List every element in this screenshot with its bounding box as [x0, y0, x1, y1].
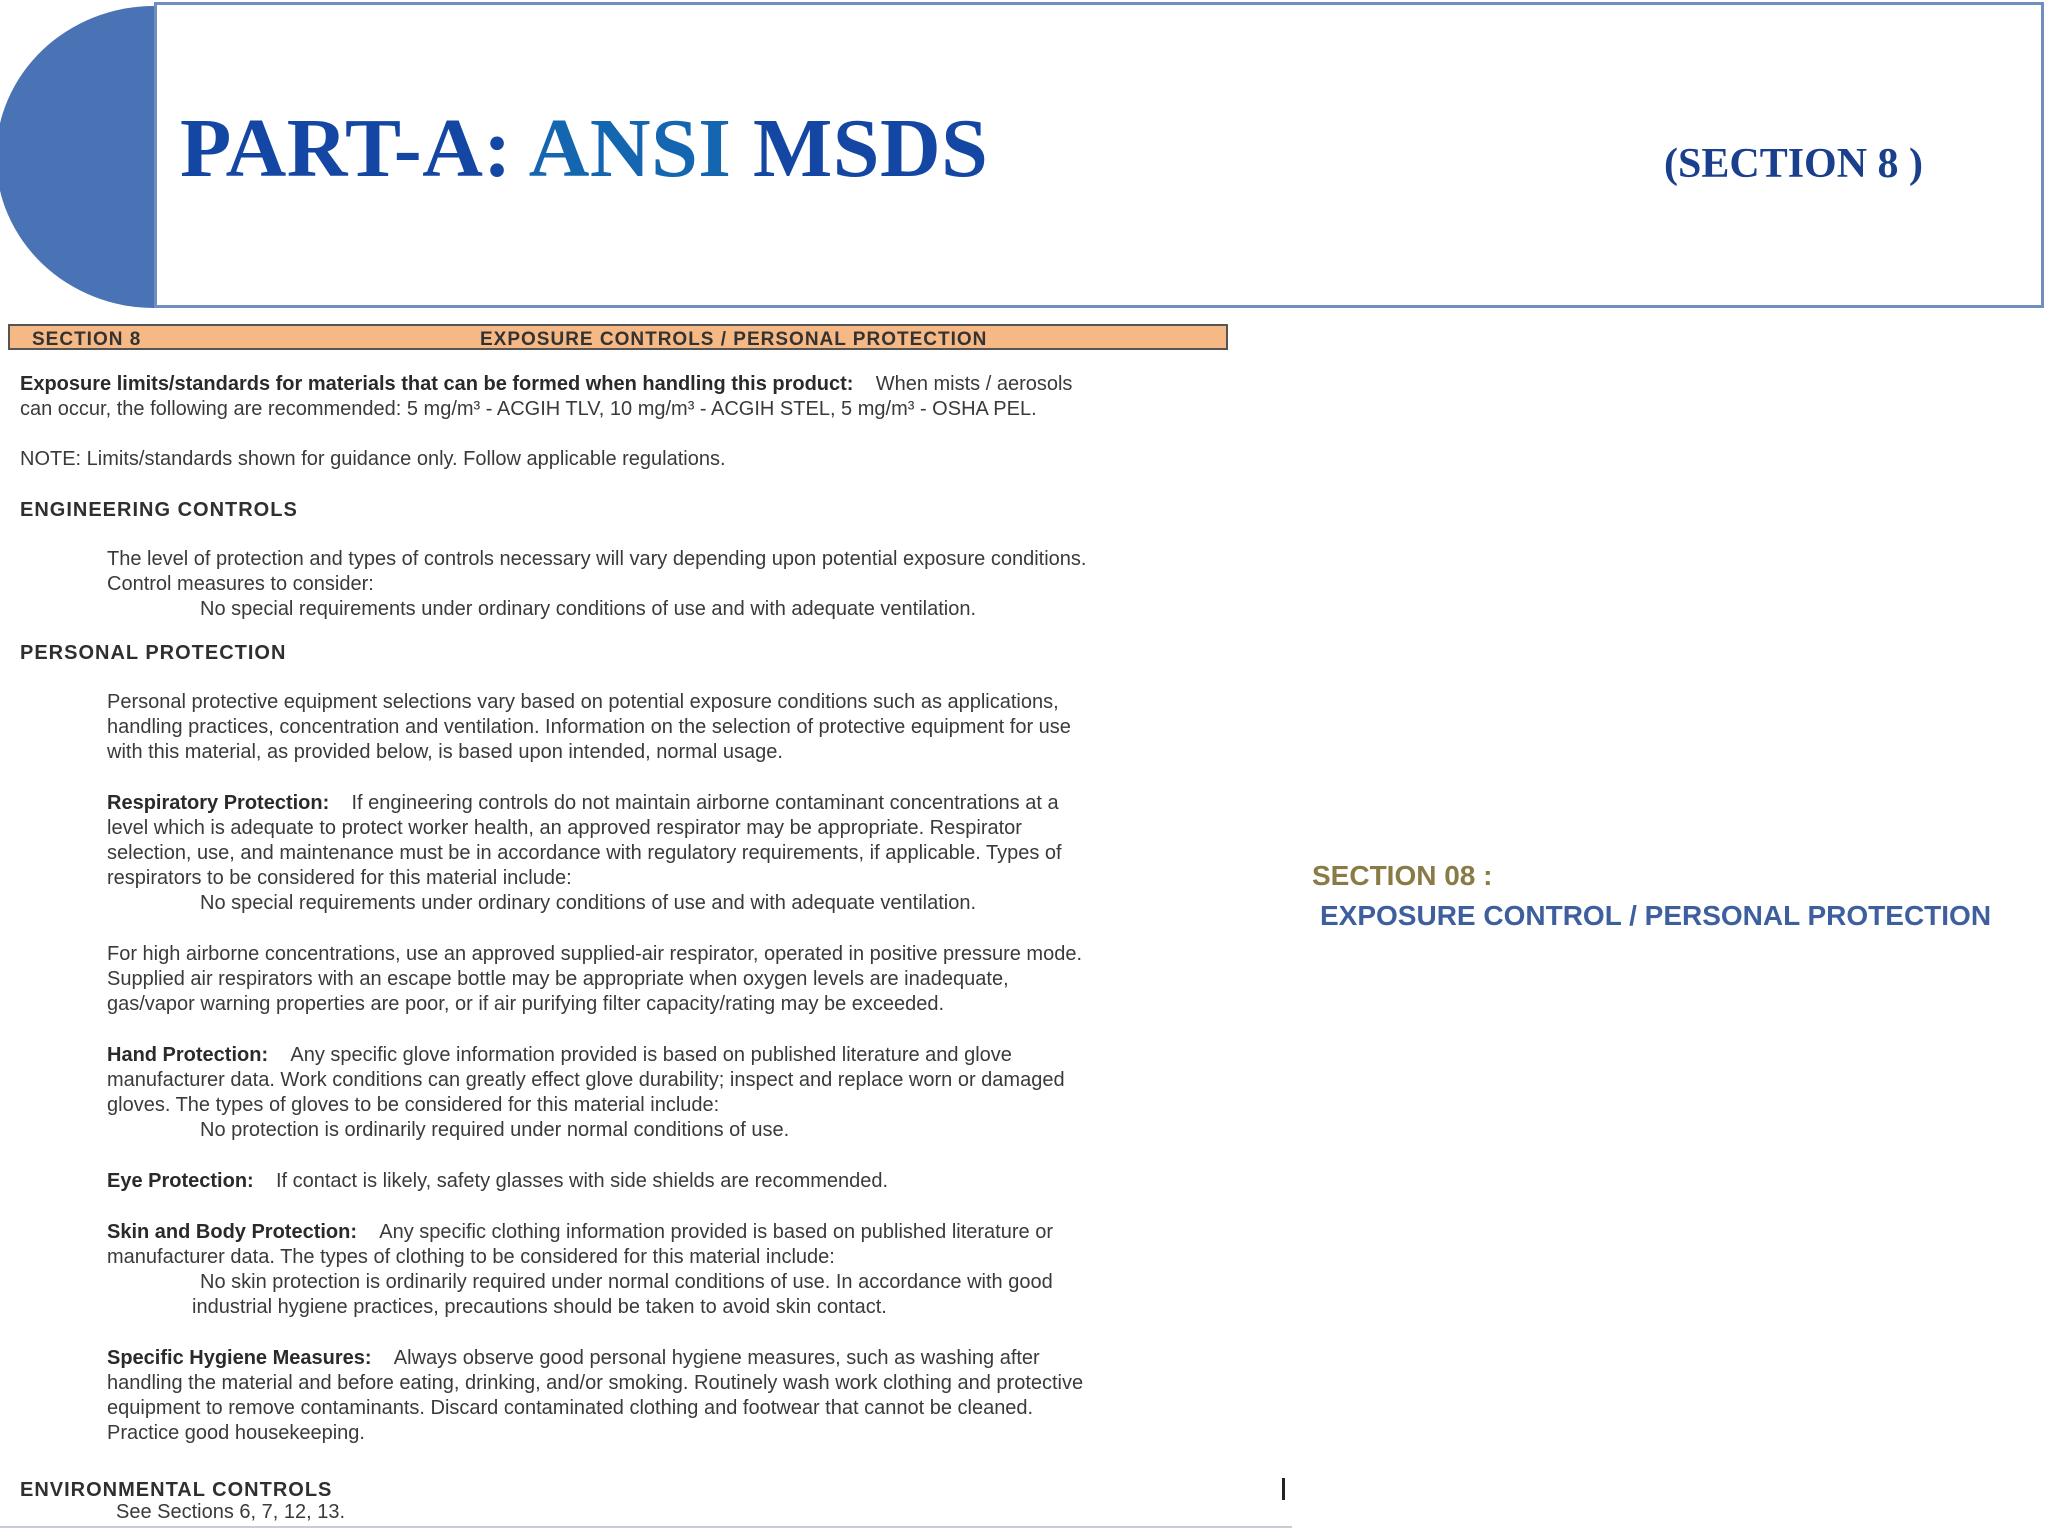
personal-protection-line-2: handling practices, concentration and ventilation. Information on the selection of protective equipment for use: [107, 716, 1071, 738]
environmental-controls-heading: ENVIRONMENTAL CONTROLS: [20, 1479, 333, 1501]
hand-protection-line-4: No protection is ordinarily required under normal conditions of use.: [200, 1119, 790, 1141]
high-concentration-line-2: Supplied air respirators with an escape bottle may be appropriate when oxygen levels are inadequate,: [107, 968, 1009, 990]
eye-protection-label: Eye Protection:: [107, 1170, 254, 1192]
respiratory-protection-line-4: respirators to be considered for this material include:: [107, 867, 572, 889]
personal-protection-line-3: with this material, as provided below, is based upon intended, normal usage.: [107, 741, 783, 763]
respiratory-protection-label: Respiratory Protection:: [107, 792, 330, 814]
exposure-limits-line-1: [20, 372, 1072, 397]
respiratory-protection-line-5: No special requirements under ordinary conditions of use and with adequate ventilation.: [200, 892, 977, 914]
side-caption-subtitle: EXPOSURE CONTROL / PERSONAL PROTECTION: [1320, 900, 1992, 931]
hygiene-measures-label: Specific Hygiene Measures:: [107, 1347, 372, 1369]
skin-protection-line-1: [107, 1220, 1053, 1245]
hygiene-measures-line-1: [107, 1346, 1040, 1371]
title-rest: MSDS: [731, 102, 989, 195]
personal-protection-line-1: Personal protective equipment selections vary based on potential exposure conditions such as applications,: [107, 691, 1059, 713]
eye-protection-line: [107, 1169, 888, 1194]
hand-protection-line-2: manufacturer data. Work conditions can greatly effect glove durability; inspect and replace worn or damaged: [107, 1069, 1065, 1091]
respiratory-protection-text: If engineering controls do not maintain airborne contaminant concentrations at a: [351, 792, 1059, 814]
engineering-controls-line-3: No special requirements under ordinary conditions of use and with adequate ventilation.: [200, 598, 977, 620]
bar-section-label: SECTION 8: [32, 329, 142, 350]
engineering-controls-heading: ENGINEERING CONTROLS: [20, 499, 298, 521]
respiratory-protection-line-1: [107, 791, 1059, 816]
hygiene-measures-line-2: handling the material and before eating, drinking, and/or smoking. Routinely wash work clothing and protective: [107, 1372, 1084, 1394]
guidance-note: NOTE: Limits/standards shown for guidance only. Follow applicable regulations.: [20, 448, 726, 470]
hygiene-measures-text: Always observe good personal hygiene measures, such as washing after: [393, 1347, 1040, 1369]
eye-protection-text: If contact is likely, safety glasses with side shields are recommended.: [275, 1170, 889, 1192]
hand-protection-line-1: [107, 1043, 1012, 1068]
title-accent: ANSI: [528, 102, 732, 195]
engineering-controls-line-1: The level of protection and types of controls necessary will vary depending upon potential exposure conditions.: [107, 548, 1087, 570]
hygiene-measures-line-3: equipment to remove contaminants. Discard contaminated clothing and footwear that cannot be cleaned.: [107, 1397, 1034, 1419]
slide-title: [180, 100, 988, 197]
high-concentration-line-3: gas/vapor warning properties are poor, or if air purifying filter capacity/rating may be exceeded.: [107, 993, 945, 1015]
scan-edge-mark: [1282, 1478, 1285, 1500]
skin-protection-text: Any specific clothing information provided is based on published literature or: [379, 1221, 1053, 1243]
bar-section-title: EXPOSURE CONTROLS / PERSONAL PROTECTION: [480, 329, 988, 350]
high-concentration-line-1: For high airborne concentrations, use an approved supplied-air respirator, operated in positive pressure mode.: [107, 943, 1082, 965]
exposure-limits-line-2: can occur, the following are recommended: 5 mg/m³ - ACGIH TLV, 10 mg/m³ - ACGIH STEL, 5 mg/m³ - OSHA PEL.: [20, 398, 1037, 420]
msds-document-scan: [0, 318, 1300, 1536]
exposure-limits-tail: When mists / aerosols: [875, 373, 1073, 395]
personal-protection-heading: PERSONAL PROTECTION: [20, 642, 287, 664]
skin-protection-line-3: No skin protection is ordinarily required under normal conditions of use. In accordance with good: [200, 1271, 1053, 1293]
section-tag: (SECTION 8 ): [1664, 141, 1924, 187]
environmental-controls-line: See Sections 6, 7, 12, 13.: [116, 1501, 346, 1523]
engineering-controls-line-2: Control measures to consider:: [107, 573, 374, 595]
exposure-limits-lead: Exposure limits/standards for materials that can be formed when handling this product:: [20, 373, 854, 395]
respiratory-protection-line-2: level which is adequate to protect worker health, an approved respirator may be appropriate. Respirator: [107, 817, 1022, 839]
skin-protection-label: Skin and Body Protection:: [107, 1221, 358, 1243]
skin-protection-line-2: manufacturer data. The types of clothing to be considered for this material include:: [107, 1246, 835, 1268]
side-caption-title: SECTION 08 :: [1312, 860, 1493, 891]
respiratory-protection-line-3: selection, use, and maintenance must be in accordance with regulatory requirements, if applicable. Types of: [107, 842, 1062, 864]
section-header-bar: [8, 324, 1228, 350]
skin-protection-line-4: industrial hygiene practices, precautions should be taken to avoid skin contact.: [192, 1296, 887, 1318]
hand-protection-line-3: gloves. The types of gloves to be considered for this material include:: [107, 1094, 720, 1116]
hand-protection-text: Any specific glove information provided is based on published literature and glove: [290, 1044, 1012, 1066]
title-part: PART-A:: [180, 102, 529, 195]
hygiene-measures-line-4: Practice good housekeeping.: [107, 1422, 365, 1444]
scan-bottom-rule: [0, 1526, 1292, 1528]
hand-protection-label: Hand Protection:: [107, 1044, 269, 1066]
